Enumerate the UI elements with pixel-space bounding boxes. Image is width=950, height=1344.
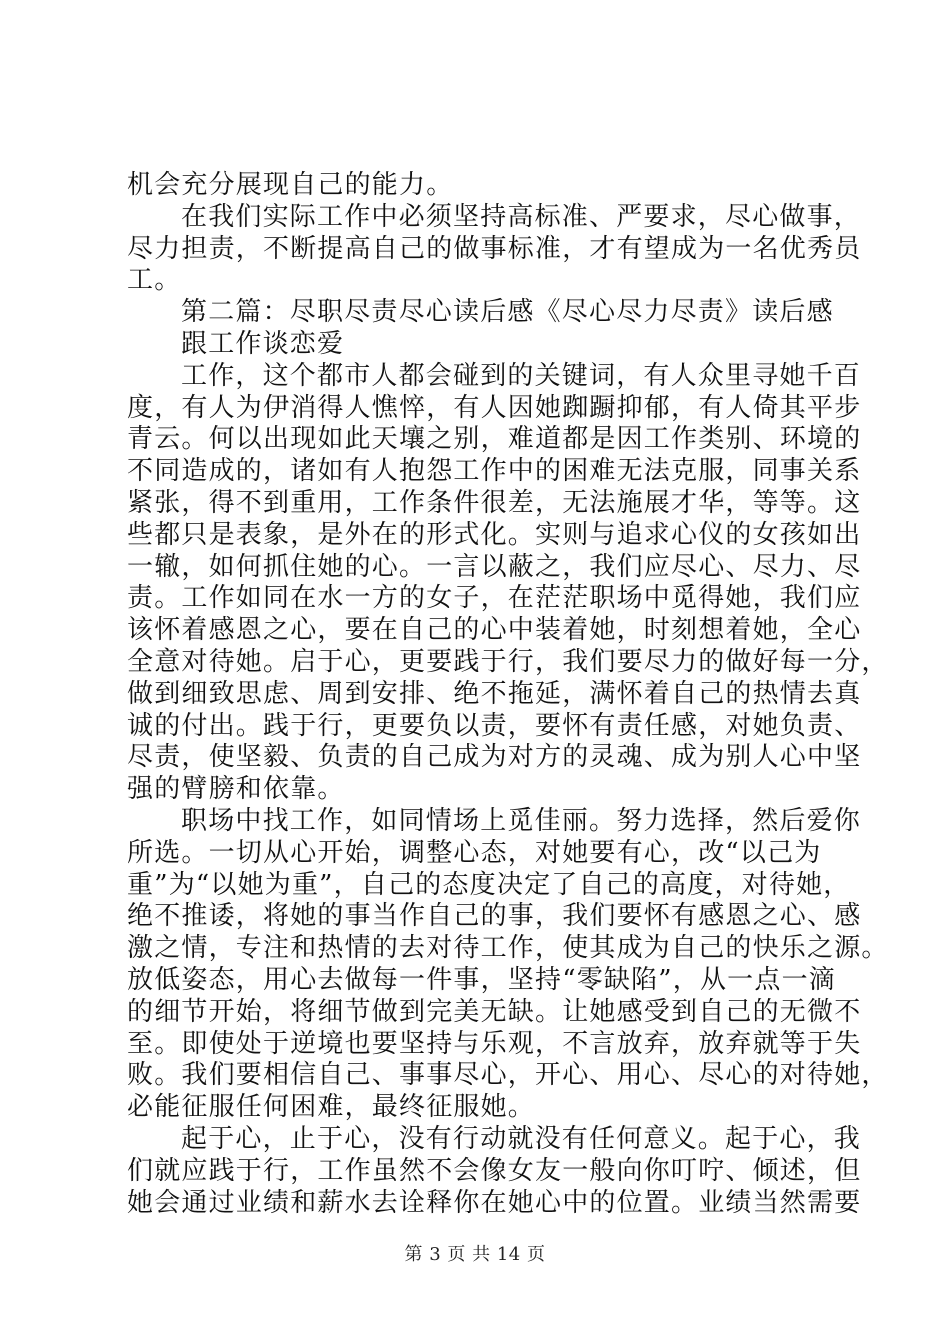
text-line: 第二篇：尽职尽责尽心读后感《尽心尽力尽责》读后感 (181, 297, 834, 328)
text-line: 工作，这个都市人都会碰到的关键词，有人众里寻她千百 (181, 360, 862, 391)
text-line: 强的臂膀和依靠。 (127, 774, 345, 805)
text-line: 做到细致思虑、周到安排、绝不拖延，满怀着自己的热情去真 (127, 678, 862, 709)
text-line: 放低姿态，用心去做每一件事，坚持“零缺陷”，从一点一滴 (127, 964, 836, 995)
text-line: 工。 (127, 265, 182, 296)
text-line: 该怀着感恩之心，要在自己的心中装着她，时刻想着她，全心 (127, 615, 862, 646)
text-line: 紧张，得不到重用，工作条件很差，无法施展才华，等等。这 (127, 487, 862, 518)
text-line: 她会通过业绩和薪水去诠释你在她心中的位置。业绩当然需要 (127, 1187, 862, 1218)
text-line: 诚的付出。践于行，更要负以责，要怀有责任感，对她负责、 (127, 710, 862, 741)
page-footer: 第 3 页 共 14 页 (404, 1244, 546, 1265)
text-line: 败。我们要相信自己、事事尽心，开心、用心、尽心的对待她， (127, 1060, 889, 1091)
text-line: 度，有人为伊消得人憔悴，有人因她踟蹰抑郁，有人倚其平步 (127, 392, 862, 423)
text-line: 重”为“以她为重”，自己的态度决定了自己的高度，对待她， (127, 869, 851, 900)
text-line: 尽力担责，不断提高自己的做事标准，才有望成为一名优秀员 (127, 233, 862, 264)
text-line: 跟工作谈恋爱 (181, 328, 345, 359)
text-line: 们就应践于行，工作虽然不会像女友一般向你叮咛、倾述，但 (127, 1155, 862, 1186)
text-line: 职场中找工作，如同情场上觅佳丽。努力选择，然后爱你 (181, 805, 862, 836)
text-line: 一辙，如何抓住她的心。一言以蔽之，我们应尽心、尽力、尽 (127, 551, 862, 582)
text-line: 机会充分展现自己的能力。 (127, 170, 454, 200)
text-line: 起于心，止于心，没有行动就没有任何意义。起于心，我 (181, 1123, 862, 1154)
text-line: 责。工作如同在水一方的女子，在茫茫职场中觅得她，我们应 (127, 583, 862, 614)
text-line: 青云。何以出现如此天壤之别，难道都是因工作类别、环境的 (127, 424, 862, 455)
text-line: 在我们实际工作中必须坚持高标准、严要求，尽心做事， (181, 201, 862, 232)
text-line: 必能征服任何困难，最终征服她。 (127, 1092, 536, 1123)
text-line: 激之情，专注和热情的去对待工作，使其成为自己的快乐之源。 (127, 933, 889, 964)
text-line: 至。即使处于逆境也要坚持与乐观，不言放弃，放弃就等于失 (127, 1028, 862, 1059)
text-line: 些都只是表象，是外在的形式化。实则与追求心仪的女孩如出 (127, 519, 862, 550)
text-line: 全意对待她。启于心，更要践于行，我们要尽力的做好每一分， (127, 646, 889, 677)
document-body (127, 170, 889, 1219)
text-line: 的细节开始，将细节做到完美无缺。让她感受到自己的无微不 (127, 996, 862, 1027)
text-line: 绝不推诿，将她的事当作自己的事，我们要怀有感恩之心、感 (127, 901, 862, 932)
text-line: 所选。一切从心开始，调整心态，对她要有心，改“以己为 (127, 837, 822, 868)
text-line: 尽责，使坚毅、负责的自己成为对方的灵魂、成为别人心中坚 (127, 742, 862, 773)
text-line: 不同造成的，诸如有人抱怨工作中的困难无法克服，同事关系 (127, 456, 862, 487)
